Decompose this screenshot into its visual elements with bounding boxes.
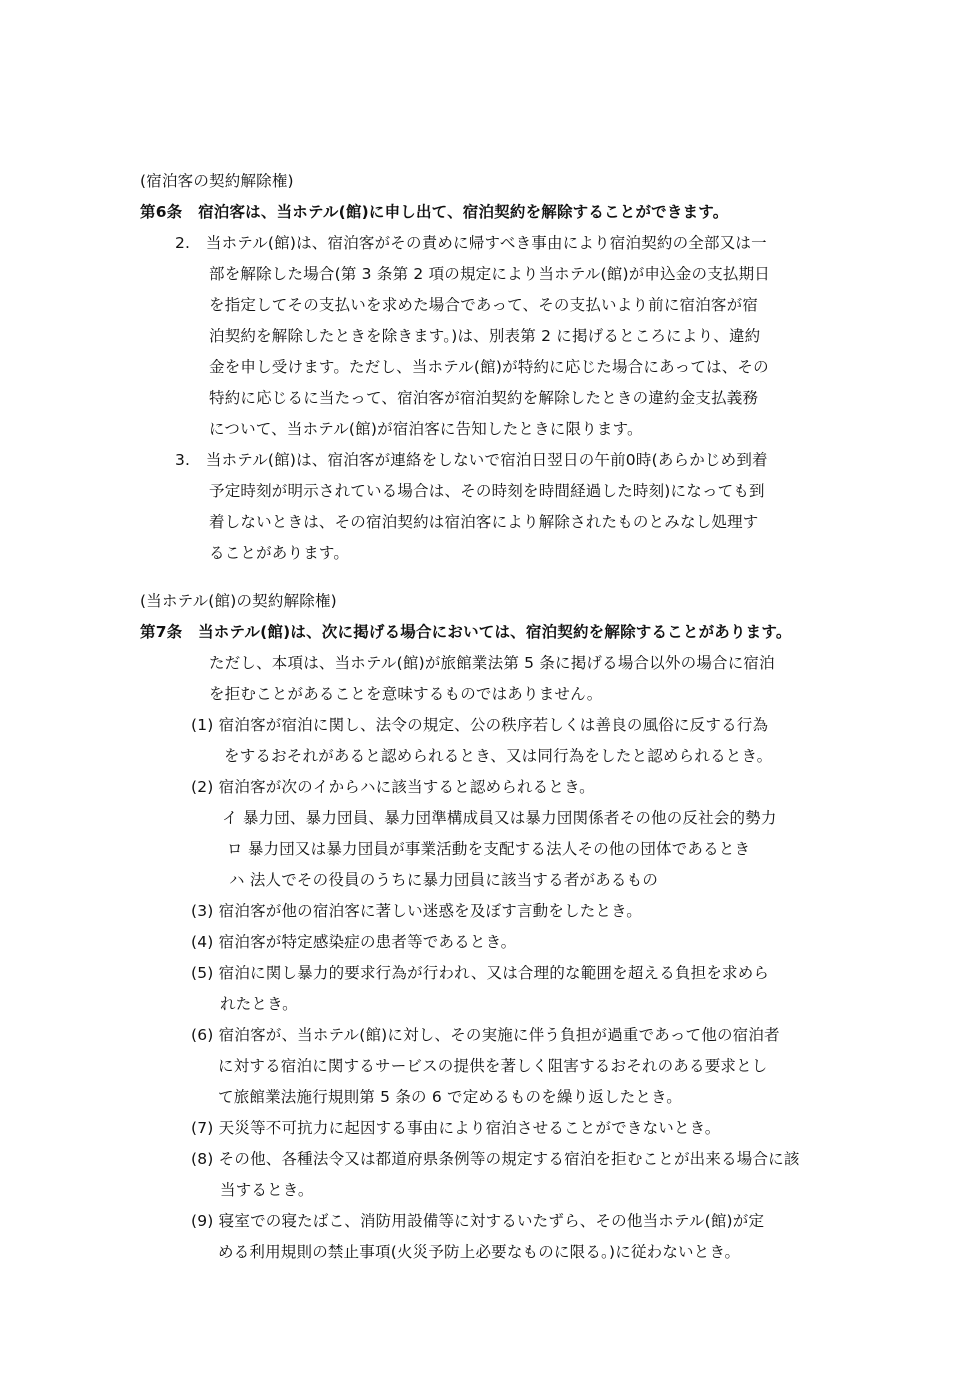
article7-heading: (当ホテル(館)の契約解除権) — [140, 592, 337, 610]
article7-item1-line2: をするおそれがあると認められるとき、又は同行為をしたと認められるとき。 — [224, 747, 773, 765]
article7-item8-line1: (8) その他、各種法令又は都道府県条例等の規定する宿泊を拒むことが出来る場合に該 — [191, 1150, 800, 1168]
article6-p2-line3: を指定してその支払いを求めた場合であって、その支払いより前に宿泊客が宿 — [209, 296, 759, 314]
article6-p2-line2: 部を解除した場合(第 3 条第 2 項の規定により当ホテル(館)が申込金の支払期日 — [209, 265, 770, 283]
article7-item2-sub-ro: ロ 暴力団又は暴力団員が事業活動を支配する法人その他の団体であるとき — [227, 840, 751, 858]
article7-item6-line1: (6) 宿泊客が、当ホテル(館)に対し、その実施に伴う負担が過重であって他の宿泊者 — [191, 1026, 780, 1044]
article7-item5-line2: れたとき。 — [220, 995, 298, 1013]
article6-p2-line6: 特約に応じるに当たって、宿泊客が宿泊契約を解除したときの違約金支払義務 — [209, 389, 759, 407]
article7-item9-line1: (9) 寝室での寝たばこ、消防用設備等に対するいたずら、その他当ホテル(館)が定 — [191, 1212, 765, 1230]
article7-item4: (4) 宿泊客が特定感染症の患者等であるとき。 — [191, 933, 517, 951]
article6-p2-line1: 2. 当ホテル(館)は、宿泊客がその責めに帰すべき事由により宿泊契約の全部又は一 — [175, 234, 767, 252]
article6-title: 第6条 宿泊客は、当ホテル(館)に申し出て、宿泊契約を解除することができます。 — [140, 203, 729, 221]
article6-p3-line3: 着しないときは、その宿泊契約は宿泊客により解除されたものとみなし処理す — [209, 513, 759, 531]
article6-p2-line5: 金を申し受けます。ただし、当ホテル(館)が特約に応じた場合にあっては、その — [209, 358, 769, 376]
article7-item2-sub-i: イ 暴力団、暴力団員、暴力団準構成員又は暴力団関係者その他の反社会的勢力 — [222, 809, 777, 827]
article7-item2-sub-ha: ハ 法人でその役員のうちに暴力団員に該当する者があるもの — [229, 871, 659, 889]
article6-heading: (宿泊客の契約解除権) — [140, 172, 294, 190]
article6-p2-line4: 泊契約を解除したときを除きます。)は、別表第 2 に掲げるところにより、違約 — [209, 327, 761, 345]
article7-intro-line2: を拒むことがあることを意味するものではありません。 — [209, 685, 603, 703]
article7-item1-line1: (1) 宿泊客が宿泊に関し、法令の規定、公の秩序若しくは善良の風俗に反する行為 — [191, 716, 769, 734]
article7-item7: (7) 天災等不可抗力に起因する事由により宿泊させることができないとき。 — [191, 1119, 721, 1137]
article7-item6-line2: に対する宿泊に関するサービスの提供を著しく阻害するおそれのある要求とし — [218, 1057, 768, 1075]
article7-item2: (2) 宿泊客が次のイからハに該当すると認められるとき。 — [191, 778, 595, 796]
article6-p2-line7: について、当ホテル(館)が宿泊客に告知したときに限ります。 — [209, 420, 643, 438]
article6-p3-line4: ることがあります。 — [209, 544, 350, 562]
article7-item8-line2: 当するとき。 — [220, 1181, 314, 1199]
article6-p3-line2: 予定時刻が明示されている場合は、その時刻を時間経過した時刻)になっても到 — [209, 482, 765, 500]
article7-item9-line2: める利用規則の禁止事項(火災予防上必要なものに限る。)に従わないとき。 — [218, 1243, 741, 1261]
article7-intro-line1: ただし、本項は、当ホテル(館)が旅館業法第 5 条に掲げる場合以外の場合に宿泊 — [209, 654, 775, 672]
article7-item3: (3) 宿泊客が他の宿泊客に著しい迷惑を及ぼす言動をしたとき。 — [191, 902, 642, 920]
article7-item6-line3: て旅館業法施行規則第 5 条の 6 で定めるものを繰り返したとき。 — [218, 1088, 682, 1106]
article7-item5-line1: (5) 宿泊に関し暴力的要求行為が行われ、又は合理的な範囲を超える負担を求めら — [191, 964, 770, 982]
article6-p3-line1: 3. 当ホテル(館)は、宿泊客が連絡をしないで宿泊日翌日の午前0時(あらかじめ到着 — [175, 451, 768, 469]
article7-title: 第7条 当ホテル(館)は、次に掲げる場合においては、宿泊契約を解除することがあります。 — [140, 623, 792, 641]
